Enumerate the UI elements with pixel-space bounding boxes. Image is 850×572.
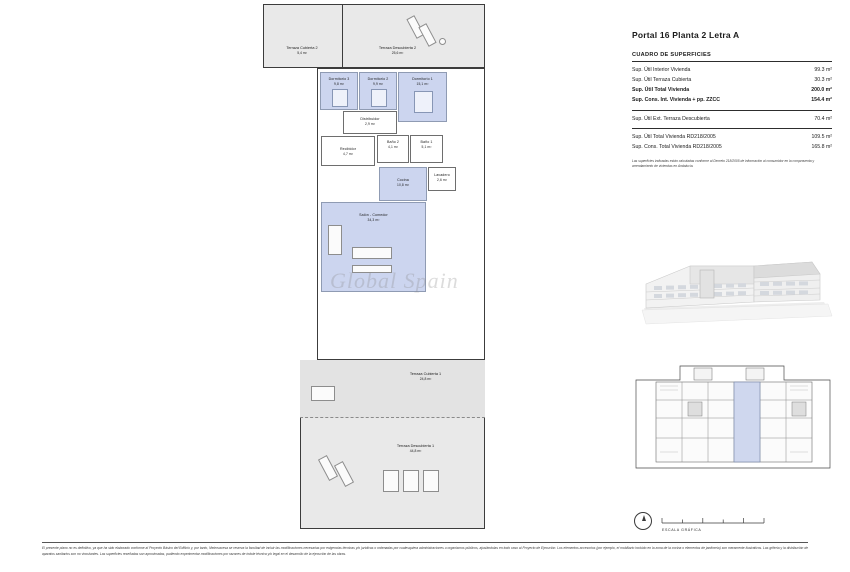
surface-group-1 xyxy=(632,66,832,106)
label-terraza-descubierta-1: Terraza Descubierta 1 44,8 m² xyxy=(396,444,435,454)
table-row: Sup. Útil Terraza Cubierta 30.3 m² xyxy=(632,76,832,83)
terrace-divider xyxy=(342,5,343,69)
graphic-scale xyxy=(634,512,774,536)
side-table-icon xyxy=(439,38,446,45)
label-terraza-cubierta-2: Terraza Cubierta 2 5,4 m² xyxy=(286,46,318,56)
table-row: Sup. Útil Ext. Terraza Descubierta 70.4 m² xyxy=(632,115,832,122)
tv-unit-icon xyxy=(352,265,392,273)
terrace-top-block xyxy=(263,4,485,68)
table-row: Sup. Útil Total Vivienda 200.0 m² xyxy=(632,86,832,93)
room-lavadero: Lavadero 2,6 m² xyxy=(428,167,456,191)
surface-group-2 xyxy=(632,115,832,125)
room-dormitorio-1: Dormitorio 1 15,1 m² xyxy=(398,72,447,122)
table-row: Sup. Cons. Total Vivienda RD218/2005 165.8 m² xyxy=(632,144,832,151)
outdoor-sofa-icon xyxy=(383,470,399,492)
table-row: Sup. Cons. Int. Vivienda + pp. ZZCC 154.4 m² xyxy=(632,96,832,103)
outdoor-table-icon xyxy=(311,386,335,401)
bed-icon xyxy=(332,89,348,107)
surface-group-3 xyxy=(632,133,832,153)
sofa-icon xyxy=(352,247,392,259)
key-plan-svg xyxy=(634,352,834,477)
building-3d-view xyxy=(634,222,834,332)
room-distribuidor: Distribuidor 2,9 m² xyxy=(343,111,397,134)
bed-icon xyxy=(414,91,433,113)
room-salon-comedor: Salón - Comedor 34,3 m² xyxy=(321,202,426,292)
room-cocina: Cocina 10,8 m² xyxy=(379,167,427,201)
dining-table-icon xyxy=(328,225,342,255)
surfaces-panel xyxy=(632,30,832,169)
bed-icon xyxy=(371,89,387,107)
scale-caption: ESCALA GRÁFICA xyxy=(662,528,702,532)
outdoor-sofa-icon xyxy=(423,470,439,492)
surfaces-note: Las superficies indicadas están calculadas conforme al Decreto 218/2005 de información al consumidor en la compraventa y arrendamiento de viviendas en Andalucía. xyxy=(632,159,815,169)
floor-plan xyxy=(263,4,485,529)
scale-ruler-icon xyxy=(660,514,770,528)
label-terraza-descubierta-2: Terraza Descubierta 2 25,6 m² xyxy=(378,46,417,56)
divider xyxy=(632,110,832,111)
room-dormitorio-3: Dormitorio 3 9,8 m² xyxy=(320,72,358,110)
legal-footer: El presente plano no es definitivo, ya que ha sido elaborado conforme al Proyecto Básico del Edificio y, por tanto, Metrovacesa se reserva la facultad de incluir las modificaciones necesarias por exigencias técnicas y/o jurídicas o ordenadas por cualesquiera administraciones u organismos públicos, ajustándolas en todo caso al Proyecto de Ejecución. Los elementos accesorios (por ejemplo, el mobiliario incluido en la zona de la cocina o elementos de jardinería) son meramente ilustrativos. Las grifería y la distribución de aparatos sanitarios son no vinculantes. Las superficies reseñadas son aproximadas, pudiendo experimentar modificaciones por razones de índole técnica y/o legal en el desarrollo de la ejecución de las obras. xyxy=(42,542,808,557)
room-dormitorio-2: Dormitorio 2 9,9 m² xyxy=(359,72,397,110)
room-recibidor: Recibidor 4,7 m² xyxy=(321,136,375,166)
table-row: Sup. Útil Interior Vivienda 99.3 m² xyxy=(632,67,832,73)
room-bano-2: Baño 2 4,1 m² xyxy=(377,135,409,163)
table-row: Sup. Útil Total Vivienda RD218/2005 109.5 m² xyxy=(632,134,832,141)
room-bano-1: Baño 1 5,1 m² xyxy=(410,135,443,163)
divider xyxy=(632,128,832,129)
building-3d-svg xyxy=(634,222,834,332)
outdoor-sofa-icon xyxy=(403,470,419,492)
surfaces-table-title: CUADRO DE SUPERFICIES xyxy=(632,52,832,62)
page-title: Portal 16 Planta 2 Letra A xyxy=(632,30,740,40)
label-terraza-cubierta-1: Terraza Cubierta 1 24,8 m² xyxy=(409,372,442,382)
north-arrow-icon xyxy=(634,512,652,530)
key-plan xyxy=(634,352,834,477)
watermark: Global Spain xyxy=(330,268,459,293)
